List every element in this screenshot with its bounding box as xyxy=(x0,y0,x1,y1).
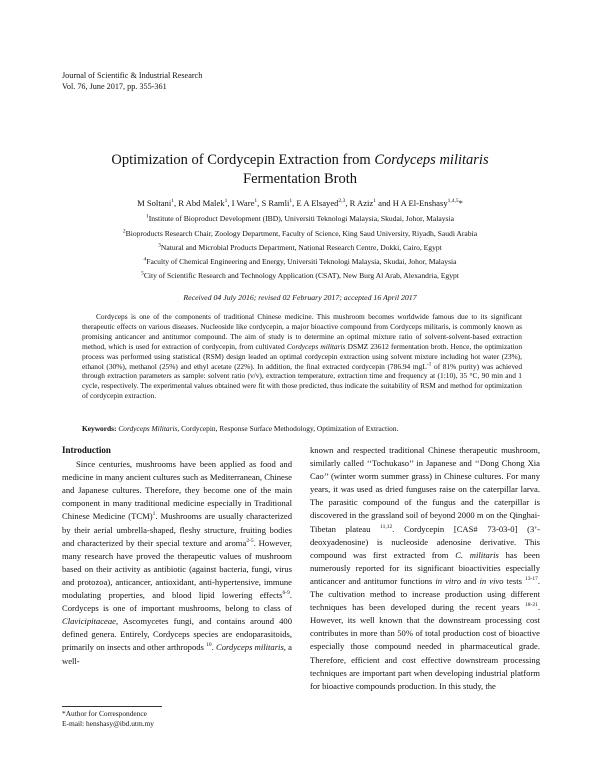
affiliation: $^4$Faculty of Chemical Engineering and Energy, Universiti Teknologi Malaysia, Skudai, Johor, Malaysia xyxy=(143,256,457,266)
column-left xyxy=(62,444,292,668)
paragraph: known and respected traditional Chinese therapeutic mushroom, similarly called ‘‘Tochukaso’’ in Japanese and ‘‘Dong Chong Xia Cao’’ (winter worm summer grass) in Chinese cultures. For many years, it was used as dried funguses raise on the caterpillar larva. The parasitic compound of the fungus and the caterpillar is discovered in the grassland soil of beyond 2000 m on the Qinghai-Tibetan plateau $^{11,12}$. Cordycepin [CAS# 73-03-0] (3’-deoxyadenosine) is nucleoside adenosine derivative. This compound was first extracted from C. militaris has been numerously reported for its significant bioactivities especially anticancer and antitumor functions in vitro and in vivo tests $^{13-17}$. The cultivation method to increase production using different techniques has been developed during the recent years $^{18-21}$. However, its well known that the downstream processing cost contributes in more than 50% of total production cost of bioactive especially those compound needed in pharmaceutical grade. Therefore, efficient and cost effective downstream processing techniques are important part when developing industrial platform for bioactive compounds production. In this study, the xyxy=(310,445,540,691)
footnote-correspondence: *Author for Correspondence xyxy=(62,709,147,718)
affiliation: $^2$Bioproducts Research Chair, Zoology Department, Faculty of Science, King Saud University, Riyadh, Saudi Arabia xyxy=(122,228,478,238)
author: M Soltani xyxy=(137,198,172,208)
affiliation: $^1$Institute of Bioproduct Development (IBD), Universiti Teknologi Malaysia, Skudai, Johor, Malaysia xyxy=(145,213,454,223)
keywords-label: Keywords: xyxy=(82,424,117,433)
affiliation: $^3$Natural and Microbial Products Department, National Research Centre, Dokki, Cairo, Egypt xyxy=(158,242,442,252)
corresponding-mark: * xyxy=(458,198,463,208)
footnote-email: E-mail: henshasy@ibd.utm.my xyxy=(62,719,154,728)
footnote-rule xyxy=(62,706,162,707)
affiliation: $^5$City of Scientific Research and Technology Application (CSAT), New Burg Al Arab, Alexandria, Egypt xyxy=(141,270,459,280)
author: R Aziz xyxy=(349,198,374,208)
author: E A Elsayed xyxy=(296,198,339,208)
author: I Ware xyxy=(231,198,255,208)
author: R Abd Malek xyxy=(178,198,225,208)
journal-volume: Vol. 76, June 2017, pp. 355-361 xyxy=(62,82,167,91)
column-right xyxy=(310,444,540,693)
author: and H A El-Enshasy xyxy=(378,198,448,208)
section-heading-introduction: Introduction xyxy=(62,445,111,455)
paper-title: Optimization of Cordycepin Extraction from Cordyceps militaris Fermentation Broth xyxy=(111,152,489,187)
keywords: Keywords: Cordyceps Militaris, Cordycepin, Response Surface Methodology, Optimization of Extraction. xyxy=(82,424,399,433)
author-list: M Soltani$^1$, R Abd Malek$^1$, I Ware$^1$, S Ramli$^1$, E A Elsayed$^{2,3}$, R Aziz$^1$ and H A El-Enshasy$^{1,4,5}$* xyxy=(137,198,463,208)
paragraph: Since centuries, mushrooms have been applied as food and medicine in many ancient cultures such as Mediterranean, Chinese and Japanese cultures. Therefore, they become one of the main component in many traditional medicine especially in Traditional Chinese Medicine (TCM)$^1$. Mushrooms are usually characterized by their aerial umbrella-shaped, fleshy structure, fruiting bodies and characterized by their special texture and aroma$^{2-5}$. However, many research have proved the therapeutic values of mushroom based on their activity as antibiotic (against bacteria, fungi, virus and protozoa), anticancer, antioxidant, anti-hypertensive, immune modulating properties, and blood lipid lowering effects$^{6-9}$. Cordyceps is one of important mushrooms, belong to class of Clavicipitaceae, Ascomycetes fungi, and contains around 400 defined genera. Entirely, Cordyceps species are endoparasitoids, primarily on insects and other arthropods $^{10}$. Cordyceps militaris, a well- xyxy=(62,459,292,666)
journal-name: Journal of Scientific & Industrial Research xyxy=(62,71,203,80)
received-dates: Received 04 July 2016; revised 02 February 2017; accepted 16 April 2017 xyxy=(183,293,417,302)
footnote xyxy=(62,709,154,729)
author: S Ramli xyxy=(261,198,290,208)
journal-header xyxy=(62,70,202,92)
abstract: Cordyceps is one of the components of traditional Chinese medicine. This mushroom becomes worldwide famous due to its significant therapeutic effects on various diseases. Nucleoside like cordycepin, a major bioactive compound from Cordyceps militaris, is commonly known as promising anticancer and antitumor compound. The aim of study is to determine an optimal mixture ratio of solvent-solvent-based extraction method, which is used for extraction of cordycepin, from cultivated Cordyceps militaris DSMZ 23612 fermentation broth. Hence, the optimization process was performed using statistical (RSM) design leaded an optimal cordycepin extraction using solvent mixture including hot water (23%), ethanol (30%), methanol (25%) and ethyl acetate (22%). In addition, the final extracted cordycepin (786.94 mgL$^{-1}$ of 81% purity) was achieved through extraction parameters as sample: solvent ratio (v/v), extraction temperature, extraction time and frequency at (1:10), 35 °C, 90 min and 1 cycle, respectively. The experimental values obtained were fit with those predicted, thus indicate the suitability of RSM and method for optimization of cordycepin extraction. xyxy=(82,312,523,401)
